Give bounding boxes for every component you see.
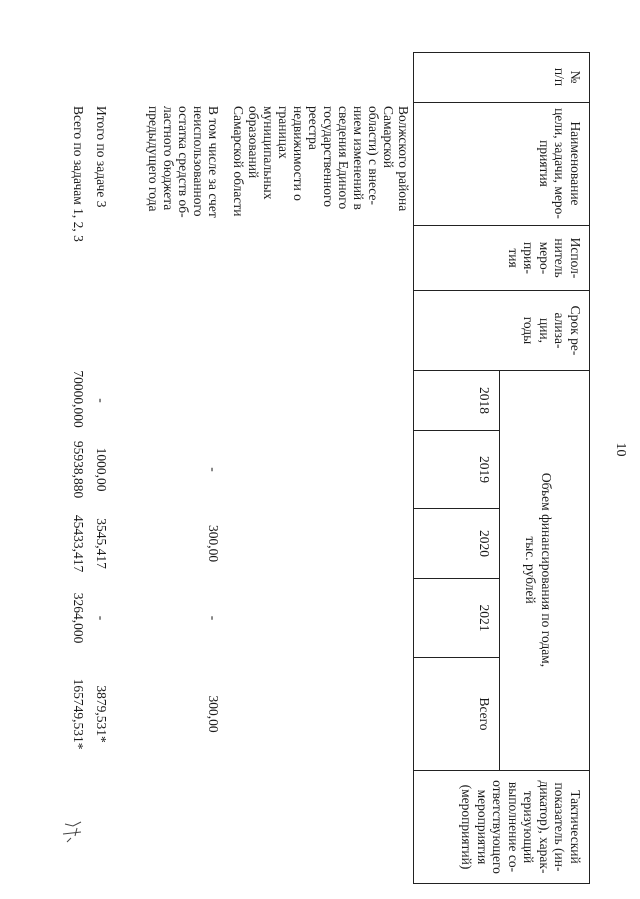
header-year-2018: 2018 [477, 387, 492, 414]
table-top-border [589, 52, 590, 883]
col-sep-5 [413, 430, 500, 431]
row1-line: границах [276, 106, 291, 159]
row1-line: реестра [306, 106, 321, 150]
row1-line: муниципальных [261, 106, 276, 200]
row1-line: недвижимости о [291, 106, 306, 201]
row1-line: области) с внесе- [366, 106, 381, 205]
row1-line: сведения Единого [336, 106, 351, 210]
row1-line: Самарской области [231, 106, 246, 217]
total3-value-2020: 3545,417 [94, 518, 109, 569]
total3-value-2021: - [94, 615, 109, 621]
col-sep-9 [413, 770, 590, 771]
row2-line: предыдущего года [146, 106, 161, 212]
row1-line: Волжского района [396, 106, 411, 212]
col-sep-2 [413, 225, 590, 226]
total-all-value-2020: 45433,417 [71, 514, 86, 573]
header-total: Всего [477, 697, 492, 731]
col-sep-6 [413, 508, 500, 509]
header-year-2020: 2020 [477, 530, 492, 557]
col-sep-3 [413, 290, 590, 291]
row1-line: нием изменений в [351, 106, 366, 210]
col-sep-4 [413, 370, 590, 371]
header-year-2019: 2019 [477, 456, 492, 483]
col-sep-8 [413, 657, 500, 658]
table-header-bottom-border [413, 52, 414, 883]
total-all-label: Всего по задачам 1, 2, 3 [71, 106, 86, 242]
header-num: № п/п [552, 67, 583, 87]
row2-line: В том числе за счет [206, 106, 221, 218]
header-finance-title: Объем финансирования по годам, тыс. рублей [523, 472, 554, 668]
total-all-value-2021: 3264,000 [71, 592, 86, 644]
total-all-value-2019: 95938,880 [71, 440, 86, 499]
row1-line: государственного [321, 106, 336, 207]
total3-value-2018: - [94, 398, 109, 403]
row2-line: ластного бюджета [161, 106, 176, 211]
col-sep-1 [413, 102, 590, 103]
header-executor: Испол- нитель меро- прия- тия [506, 237, 583, 279]
total3-value-total: 3879,531* [94, 685, 109, 743]
handwritten-mark-icon [57, 818, 87, 846]
row1-line: Самарской [381, 106, 396, 169]
header-indicator: Тактический показатель (ин- дикатор), харак- теризующий выполнение со- ответствующего мероприятия (мероприятий) [459, 780, 583, 874]
page-number: 10 [613, 442, 628, 457]
table-left-border [413, 52, 590, 53]
total-all-value-2018: 70000,000 [71, 370, 86, 428]
header-year-2021: 2021 [477, 604, 492, 632]
row2-value-2020: 300,00 [206, 524, 221, 563]
header-term: Срок ре- ализа- ции, годы [521, 305, 583, 356]
total3-label: Итого по задаче 3 [94, 106, 109, 208]
table-right-border [413, 883, 590, 884]
total-all-value-total: 165749,531* [71, 678, 86, 750]
row2-value-2021: - [206, 615, 221, 621]
header-name: Наименование цели, задачи, меро- приятия [537, 108, 583, 219]
col-sep-7 [413, 578, 500, 579]
total3-value-2019: 1000,00 [94, 447, 109, 492]
row2-value-total: 300,00 [206, 695, 221, 733]
row2-value-2019: - [206, 467, 221, 472]
row1-line: образований [246, 106, 261, 179]
row2-line: неиспользованного [191, 106, 206, 217]
row2-line: остатка средств об- [176, 106, 191, 218]
